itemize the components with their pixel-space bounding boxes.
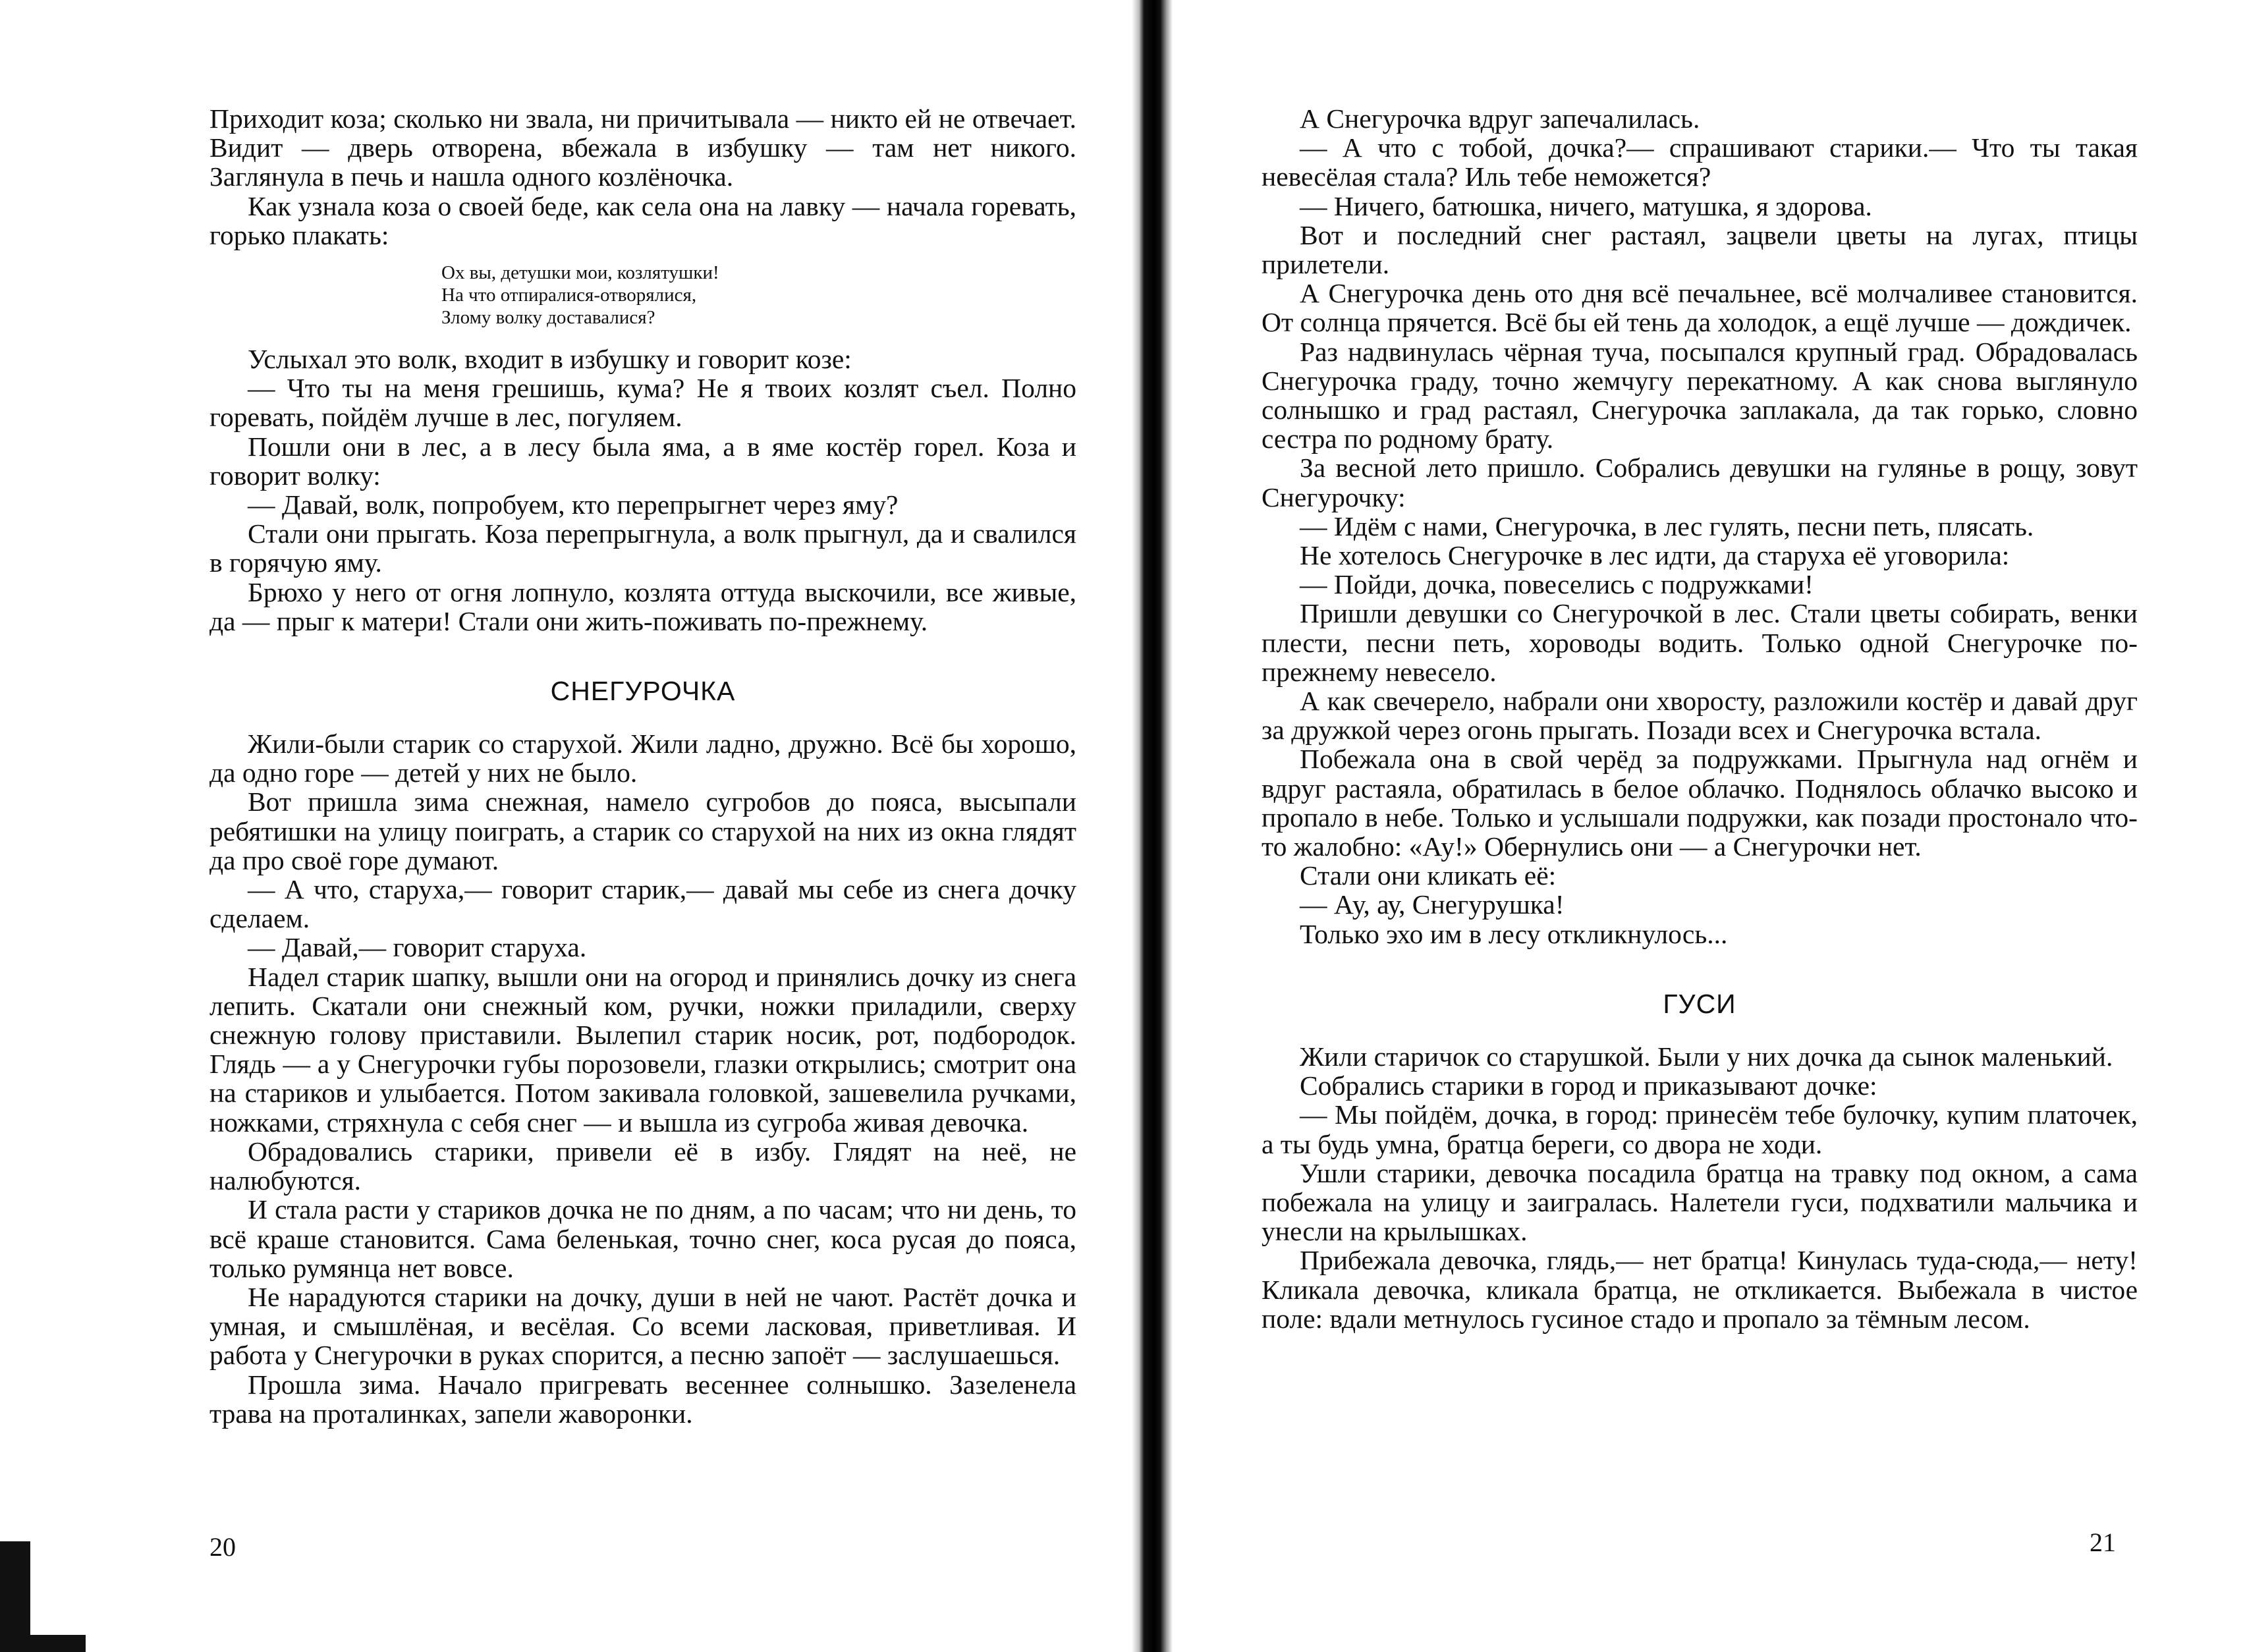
paragraph: Стали они прыгать. Коза перепрыгнула, а волк прыгнул, да и свалился в горячую яму. <box>209 518 1076 578</box>
paragraph: Услыхал это волк, входит в избушку и говорит козе: <box>248 344 852 375</box>
paragraph: Стали они кликать её: <box>1300 860 1557 891</box>
paragraph: — Ничего, батюшка, ничего, матушка, я здорова. <box>1300 190 1872 221</box>
section-heading-gusi: ГУСИ <box>1663 988 1736 1019</box>
paragraph: Только эхо им в лесу откликнулось... <box>1300 918 1728 949</box>
paragraph: — Давай, волк, попробуем, кто перепрыгнет через яму? <box>248 489 899 520</box>
paragraph: Побежала она в свой черёд за подружками. Прыгнула над огнём и вдруг растаяла, обратилась в белое облачко. Поднялось облачко высоко и пропало в небе. Только и услышали подружки, как позади простонало что-то жалобно: «Ау!» Обернулись они — а Снегурочки нет. <box>1262 744 2138 862</box>
poem-line: Злому волку доставалися? <box>441 307 655 329</box>
scan-shadow-bottom <box>0 1635 86 1652</box>
paragraph: — Мы пойдём, дочка, в город: принесём тебе булочку, купим платочек, а ты будь умна, братца береги, со двора не ходи. <box>1262 1099 2138 1159</box>
right-page-text <box>1262 104 2138 1333</box>
paragraph: Жили старичок со старушкой. Были у них дочка да сынок маленький. <box>1300 1041 2113 1072</box>
paragraph: — Что ты на меня грешишь, кума? Не я твоих козлят съел. Полно горевать, пойдём лучше в лес, погуляем. <box>209 373 1076 433</box>
page-number-right: 21 <box>2090 1528 2116 1557</box>
paragraph: А Снегурочка вдруг запечалилась. <box>1300 103 1700 134</box>
paragraph: — А что с тобой, дочка?— спрашивают старики.— Что ты такая невесёлая стала? Иль тебе неможется? <box>1262 132 2138 192</box>
paragraph: Приходит коза; сколько ни звала, ни причитывала — никто ей не отвечает. Видит — дверь отворена, вбежала в избушку — там нет никого. Заглянула в печь и нашла одного козлёночка. <box>209 103 1076 192</box>
paragraph: А Снегурочка день ото дня всё печальнее, всё молчаливее становится. От солнца прячется. Всё бы ей тень да холодок, а ещё лучше — дождичек. <box>1262 278 2138 338</box>
paragraph: Обрадовались старики, привели её в избу. Глядят на неё, не налюбуются. <box>209 1136 1076 1196</box>
paragraph: — А что, старуха,— говорит старик,— давай мы себе из снега дочку сделаем. <box>209 874 1076 934</box>
paragraph: Вот и последний снег растаял, зацвели цветы на лугах, птицы прилетели. <box>1262 219 2138 280</box>
paragraph: — Ау, ау, Снегурушка! <box>1300 889 1565 920</box>
paragraph: Пришли девушки со Снегурочкой в лес. Стали цветы собирать, венки плести, песни петь, хороводы водить. Только одной Снегурочке по-прежнему невесело. <box>1262 598 2138 687</box>
paragraph: Не хотелось Снегурочке в лес идти, да старуха её уговорила: <box>1300 540 2010 571</box>
paragraph: — Пойди, дочка, повеселись с подружками! <box>1300 569 1814 600</box>
paragraph: Как узнала коза о своей беде, как села она на лавку — начала горевать, горько плакать: <box>209 190 1076 250</box>
paragraph: Не нарадуются старики на дочку, души в ней не чают. Растёт дочка и умная, и смышлёная, и весёлая. Со всеми ласковая, приветливая. И работа у Снегурочки в руках спорится, а песню запоёт — заслушаешься. <box>209 1281 1076 1371</box>
paragraph: Ушли старики, девочка посадила братца на травку под окном, а сама побежала на улицу и заигралась. Налетели гуси, подхватили мальчика и унесли на крылышках. <box>1262 1157 2138 1247</box>
paragraph: Брюхо у него от огня лопнуло, козлята оттуда выскочили, все живые, да — прыг к матери! Стали они жить-поживать по-прежнему. <box>209 576 1076 636</box>
poem-line: Ох вы, детушки мои, козлятушки! <box>441 262 719 284</box>
left-page <box>0 0 1120 1652</box>
section-heading-snegurochka: СНЕГУРОЧКА <box>550 676 736 707</box>
paragraph: — Давай,— говорит старуха. <box>248 932 587 963</box>
paragraph: — Идём с нами, Снегурочка, в лес гулять, песни петь, плясать. <box>1300 510 2034 541</box>
paragraph: Прибежала девочка, глядь,— нет братца! Кинулась туда-сюда,— нету! Кликала девочка, кликала братца, не откликается. Выбежала в чистое поле: вдали метнулось гусиное стадо и пропало за тёмным лесом. <box>1262 1245 2138 1334</box>
paragraph: Вот пришла зима снежная, намело сугробов до пояса, высыпали ребятишки на улицу поиграть, а старик со старухой на них из окна глядят да про своё горе думают. <box>209 786 1076 875</box>
paragraph: Жили-были старик со старухой. Жили ладно, дружно. Всё бы хорошо, да одно горе — детей у них не было. <box>209 729 1076 788</box>
poem-line: На что отпиралися-отворялися, <box>441 285 697 306</box>
page-number-left: 20 <box>209 1532 236 1562</box>
left-page-text <box>209 104 1076 1428</box>
paragraph: За весной лето пришло. Собрались девушки на гулянье в рощу, зовут Снегурочку: <box>1262 453 2138 512</box>
paragraph: Прошла зима. Начало пригревать весеннее солнышко. Зазеленела трава на проталинках, запели жаворонки. <box>209 1369 1076 1429</box>
paragraph: Собрались старики в город и приказывают дочке: <box>1300 1070 1877 1101</box>
paragraph: А как свечерело, набрали они хворосту, разложили костёр и давай друг за дружкой через огонь прыгать. Позади всех и Снегурочка встала. <box>1262 686 2138 746</box>
paragraph: И стала расти у стариков дочка не по дням, а по часам; что ни день, то всё краше становится. Сама беленькая, точно снег, коса русая до пояса, только румянца нет вовсе. <box>209 1194 1076 1283</box>
poem <box>441 262 1076 329</box>
book-gutter <box>1132 0 1173 1652</box>
paragraph: Раз надвинулась чёрная туча, посыпался крупный град. Обрадовалась Снегурочка граду, точно жемчугу перекатному. А как снова выглянуло солнышко и град растаял, Снегурочка заплакала, да так горько, словно сестра по родному брату. <box>1262 336 2138 454</box>
paragraph: Пошли они в лес, а в лесу была яма, а в яме костёр горел. Коза и говорит волку: <box>209 431 1076 491</box>
paragraph: Надел старик шапку, вышли они на огород и принялись дочку из снега лепить. Скатали они снежный ком, ручки, ножки приладили, сверху снежную голову приставили. Вылепил старик носик, рот, подбородок. Глядь — а у Снегурочки губы порозовели, глазки открылись; смотрит она на стариков и улыбается. Потом закивала головкой, зашевелила ручками, ножками, стряхнула с себя снег — и вышла из сугроба живая девочка. <box>209 961 1076 1138</box>
